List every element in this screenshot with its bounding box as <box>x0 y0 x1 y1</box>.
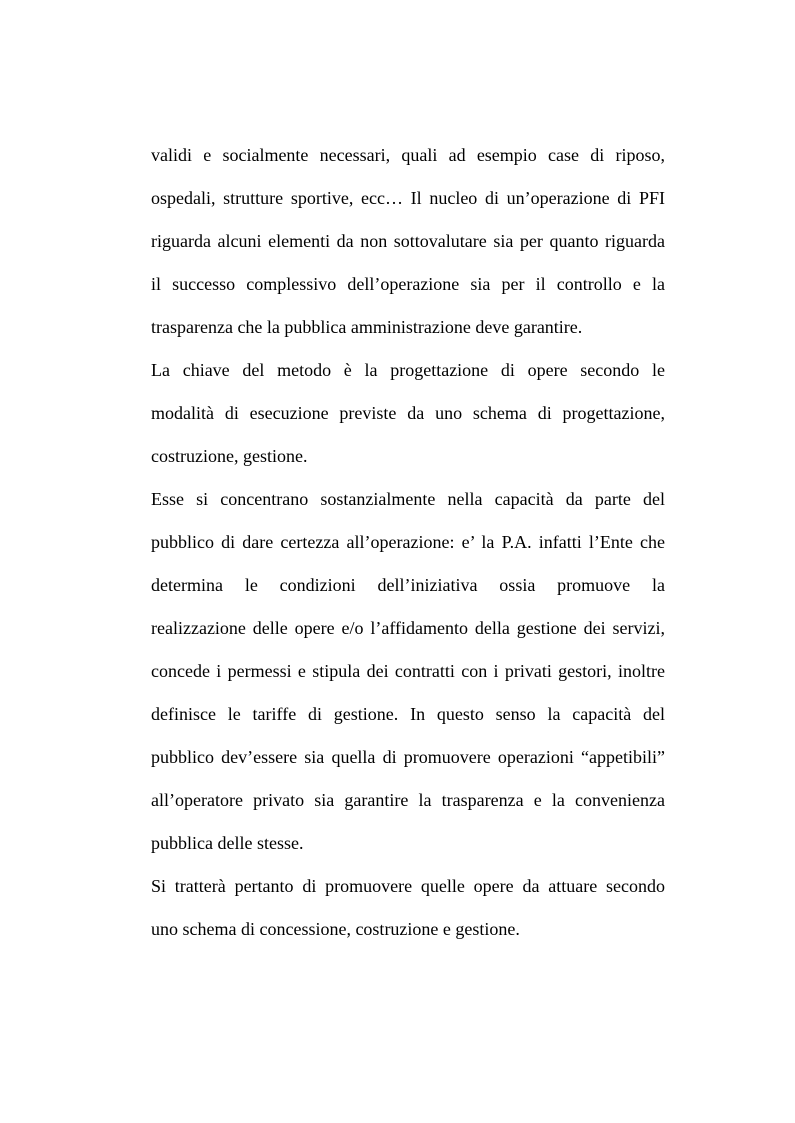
text-line: uno schema di concessione, costruzione e gestione. <box>151 919 520 939</box>
text-line: La chiave del metodo è la progettazione di opere secondo le <box>151 360 665 380</box>
text-line: validi e socialmente necessari, quali ad esempio case di riposo, <box>151 145 665 165</box>
text-line: Esse si concentrano sostanzialmente nella capacità da parte del <box>151 489 665 509</box>
text-line: il successo complessivo dell’operazione sia per il controllo e la <box>151 274 665 294</box>
body-text <box>151 134 665 951</box>
text-line: determina le condizioni dell’iniziativa ossia promuove la <box>151 575 665 595</box>
text-line: ospedali, strutture sportive, ecc… Il nucleo di un’operazione di PFI <box>151 188 665 208</box>
text-line: trasparenza che la pubblica amministrazione deve garantire. <box>151 317 583 337</box>
text-line: Si tratterà pertanto di promuovere quelle opere da attuare secondo <box>151 876 665 896</box>
text-line: realizzazione delle opere e/o l’affidamento della gestione dei servizi, <box>151 618 665 638</box>
text-line: modalità di esecuzione previste da uno schema di progettazione, <box>151 403 665 423</box>
text-line: pubblico dev’essere sia quella di promuovere operazioni “appetibili” <box>151 747 665 767</box>
text-line: definisce le tariffe di gestione. In questo senso la capacità del <box>151 704 665 724</box>
text-line: concede i permessi e stipula dei contratti con i privati gestori, inoltre <box>151 661 665 681</box>
text-line: all’operatore privato sia garantire la trasparenza e la convenienza <box>151 790 665 810</box>
text-line: pubblico di dare certezza all’operazione: e’ la P.A. infatti l’Ente che <box>151 532 665 552</box>
text-line: riguarda alcuni elementi da non sottovalutare sia per quanto riguarda <box>151 231 665 251</box>
text-line: pubblica delle stesse. <box>151 833 304 853</box>
text-line: costruzione, gestione. <box>151 446 308 466</box>
